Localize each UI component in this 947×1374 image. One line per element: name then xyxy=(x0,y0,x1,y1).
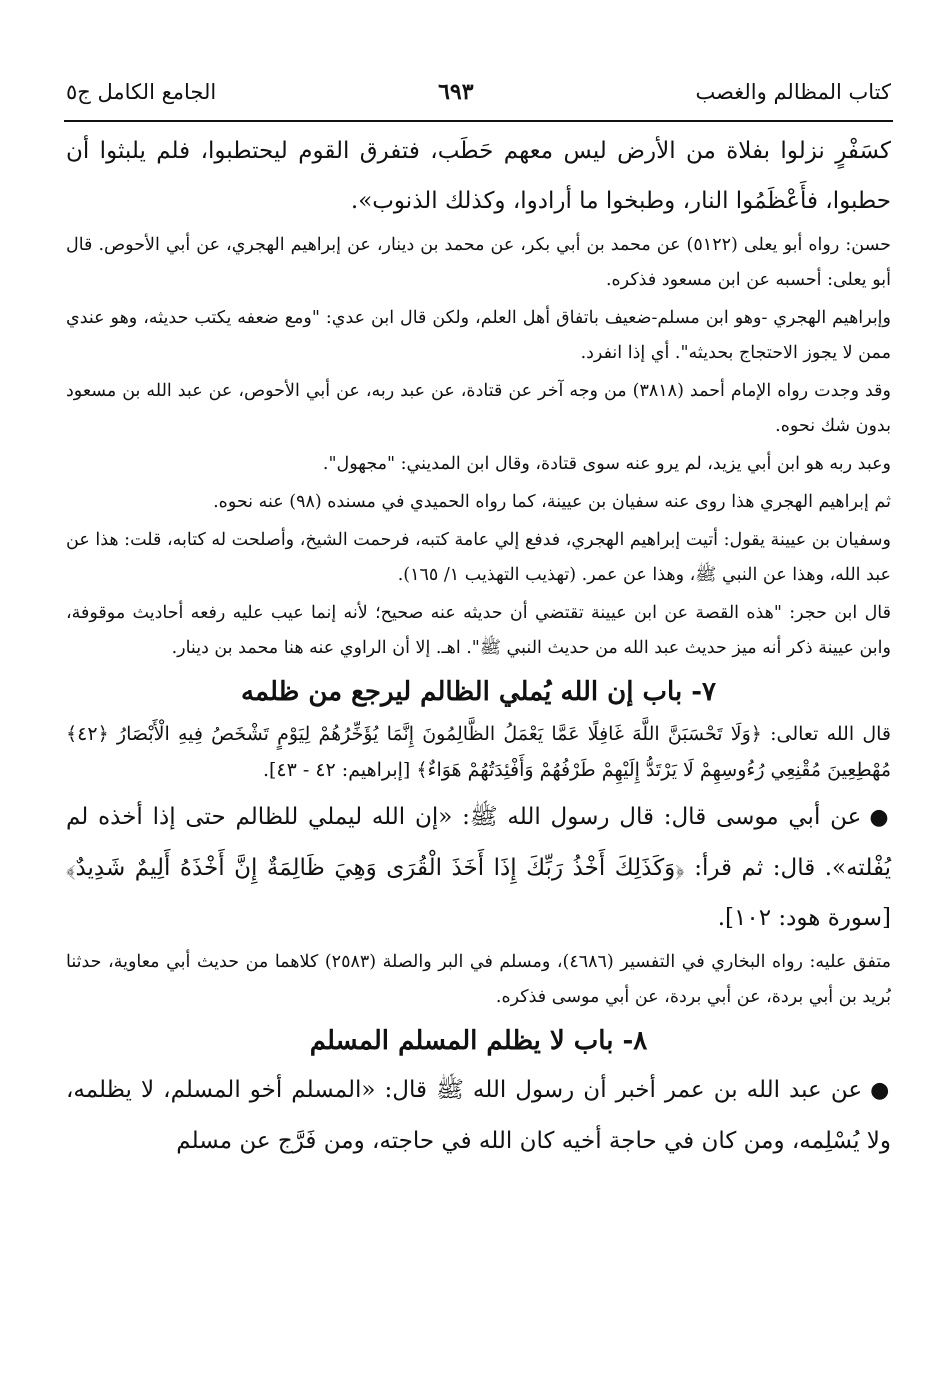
chapter-heading: ٨- باب لا يظلم المسلم المسلم xyxy=(309,1026,648,1056)
takhrij-note: وقد وجدت رواه الإمام أحمد (٣٨١٨) من وجه آخر عن قتادة، عن عبد ربه، عن أبي الأحوص، عن عبد الله بن مسعود بدون شك نحوه. xyxy=(66,381,891,436)
takhrij-note: ثم إبراهيم الهجري هذا روى عنه سفيان بن عيينة، كما رواه الحميدي في مسنده (٩٨) عنه نحوه. xyxy=(213,492,891,512)
page-number: ٦٩٣ xyxy=(438,79,474,105)
bullet-icon: ● xyxy=(870,1078,891,1103)
takhrij-note: قال ابن حجر: "هذه القصة عن ابن عيينة تقتضي أن حديثه عنه صحيح؛ لأنه إنما عيب عليه رفعه أحاديث موقوفة، وابن عيينة ذكر أنه ميز حديث عبد الله من حديث النبي ﷺ". اهـ. إلا أن الراوي عنه هنا محمد بن دينار. xyxy=(66,603,891,658)
running-header xyxy=(66,72,891,112)
hadith-body: عن عبد الله بن عمر أخبر أن رسول الله ﷺ قال: «المسلم أخو المسلم، لا يظلمه، ولا يُسْلِمه، ومن كان في حاجة أخيه كان الله في حاجته، ومن فَرَّج عن مسلم xyxy=(66,1077,891,1154)
hadith-text-continued: كسَفْرٍ نزلوا بفلاة من الأرض ليس معهم حَطَب، فتفرق القوم ليحتطبوا، فلم يلبثوا أن حطبوا، فأَعْظَمُوا النار، وطبخوا ما أرادوا، وكذلك الذنوب». xyxy=(66,138,891,214)
book-title: الجامع الكامل ج٥ xyxy=(66,80,217,104)
hadith-text xyxy=(66,792,891,943)
hadith-body: عن أبي موسى قال: قال رسول الله ﷺ: «إن الله ليملي للظالم حتى إذا أخذه لم يُفْلته». قال: ثم قرأ: ﴿وَكَذَلِكَ أَخْذُ رَبِّكَ إِذَا أَخَذَ الْقُرَى وَهِيَ ظَالِمَةٌ إِنَّ أَخْذَهُ أَلِيمٌ شَدِيدٌ﴾ [سورة هود: ١٠٢]. xyxy=(66,804,891,931)
hadith-text xyxy=(66,1065,891,1166)
takhrij-note: حسن: رواه أبو يعلى (٥١٢٢) عن محمد بن أبي بكر، عن محمد بن دينار، عن إبراهيم الهجري، عن أبي الأحوص. قال أبو يعلى: أحسبه عن ابن مسعود فذكره. xyxy=(66,235,892,290)
header-rule xyxy=(64,120,893,122)
chapter-heading: ٧- باب إن الله يُملي الظالم ليرجع من ظلمه xyxy=(241,677,716,707)
takhrij-note: وإبراهيم الهجري -وهو ابن مسلم-ضعيف باتفاق أهل العلم، ولكن قال ابن عدي: "ومع ضعفه يكتب حديثه، وهو عندي ممن لا يجوز الاحتجاج بحديثه". أي إذا انفرد. xyxy=(66,308,891,363)
chapter-title: كتاب المظالم والغصب xyxy=(695,80,891,104)
takhrij-note: متفق عليه: رواه البخاري في التفسير (٤٦٨٦)، ومسلم في البر والصلة (٢٥٨٣) كلاهما من حديث أبي معاوية، حدثنا بُريد بن أبي بردة، عن أبي بردة، عن أبي موسى فذكره. xyxy=(66,952,891,1007)
takhrij-note: وعبد ربه هو ابن أبي يزيد، لم يرو عنه سوى قتادة، وقال ابن المديني: "مجهول". xyxy=(322,454,891,474)
bullet-icon: ● xyxy=(869,805,891,830)
quran-verse: قال الله تعالى: ﴿وَلَا تَحْسَبَنَّ اللَّهَ غَافِلًا عَمَّا يَعْمَلُ الظَّالِمُونَ إِنَّمَا يُؤَخِّرُهُمْ لِيَوْمٍ تَشْخَصُ فِيهِ الْأَبْصَارُ ﴿٤٢﴾ مُهْطِعِينَ مُقْنِعِي رُءُوسِهِمْ لَا يَرْتَدُّ إِلَيْهِمْ طَرْفُهُمْ وَأَفْئِدَتُهُمْ هَوَاءٌ﴾ [إبراهيم: ٤٢ - ٤٣]. xyxy=(66,723,891,781)
page-content xyxy=(66,126,891,1168)
takhrij-note: وسفيان بن عيينة يقول: أتيت إبراهيم الهجري، فدفع إلي عامة كتبه، فرحمت الشيخ، وأصلحت له كتابه، قلت: هذا عن عبد الله، وهذا عن النبي ﷺ، وهذا عن عمر. (تهذيب التهذيب ١/ ١٦٥). xyxy=(66,530,891,585)
